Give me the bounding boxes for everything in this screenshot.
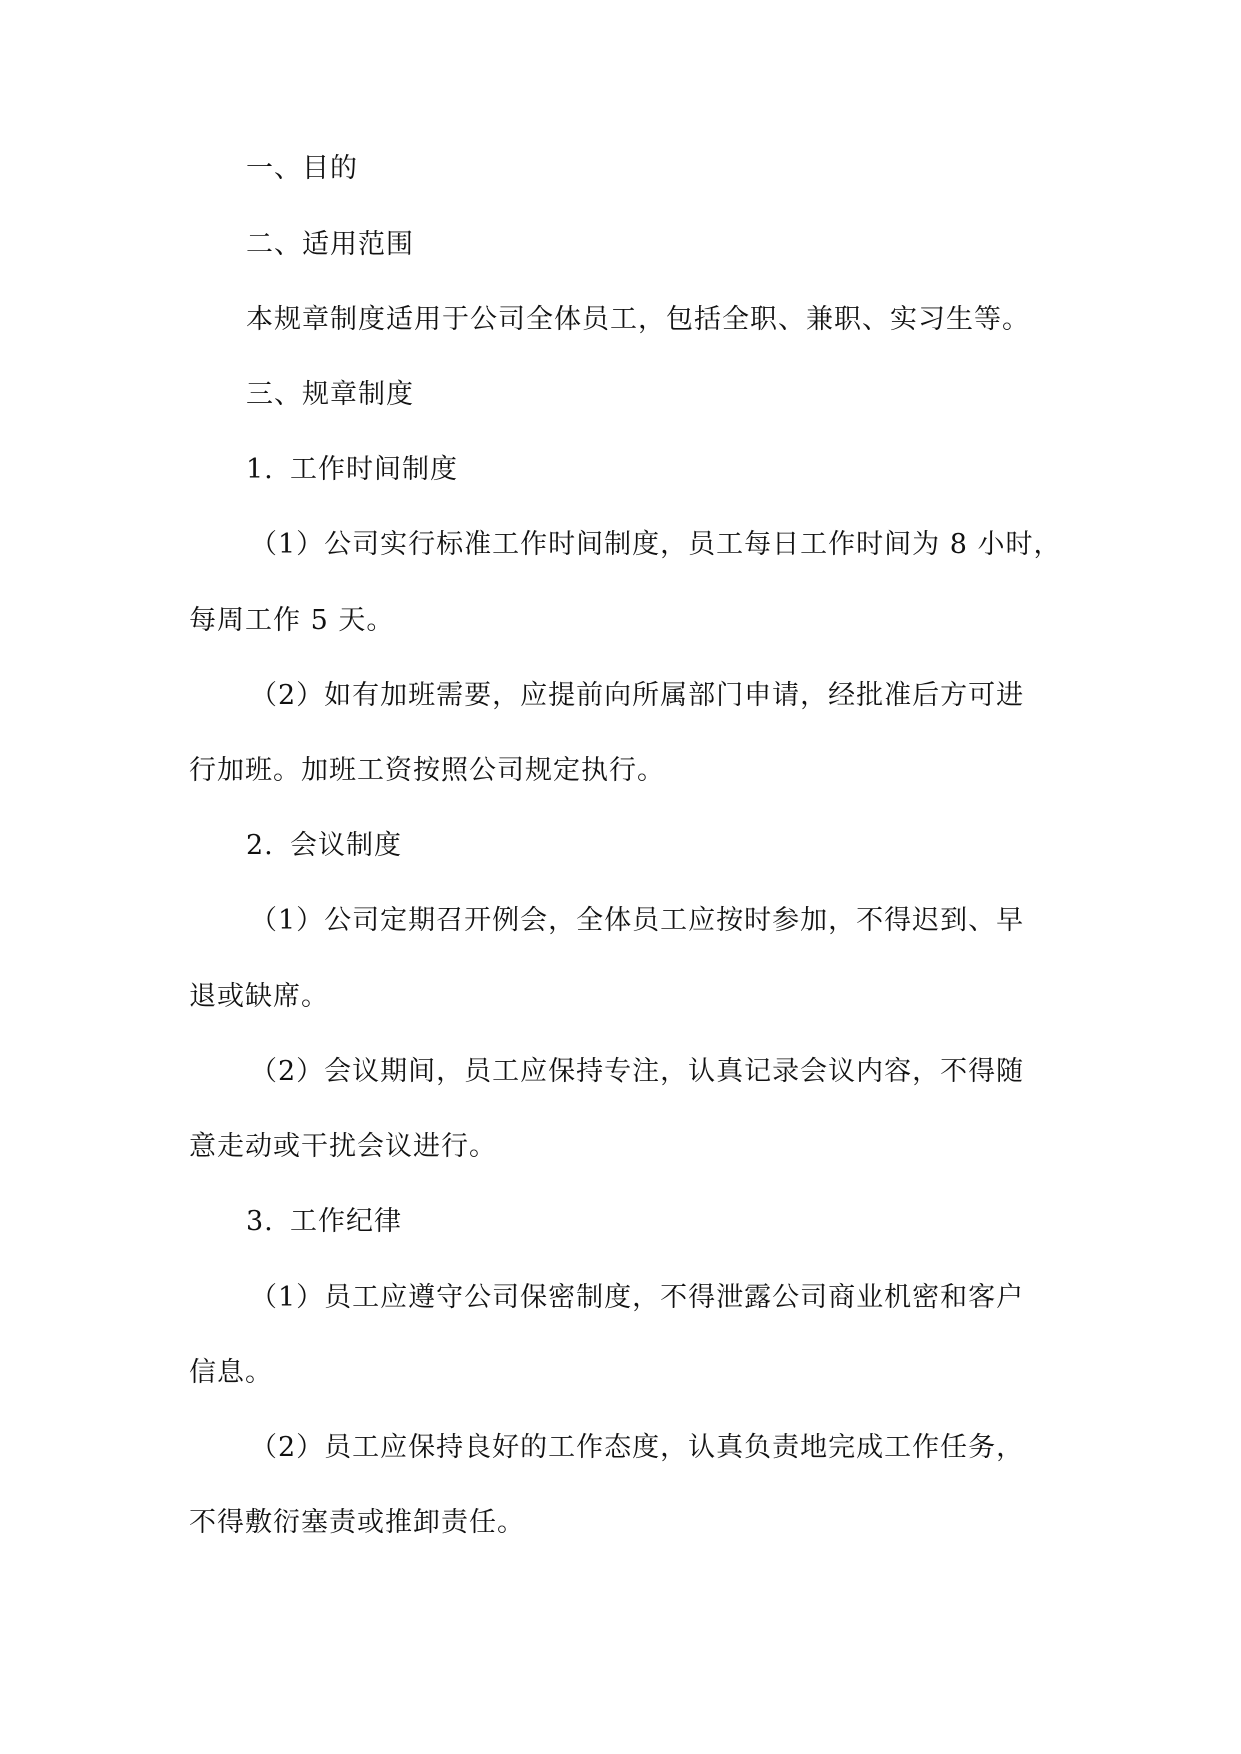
paragraph-line: （2）会议期间，员工应保持专注，认真记录会议内容，不得随 (250, 1056, 1025, 1087)
item-heading-discipline (246, 1205, 402, 1239)
item-heading-meetings (246, 829, 402, 863)
scope-paragraph: 本规章制度适用于公司全体员工，包括全职、兼职、实习生等。 (246, 304, 1030, 335)
item-number: 3. (246, 1206, 274, 1237)
item-title: 会议制度 (290, 830, 402, 861)
paragraph-line: （1）公司定期召开例会，全体员工应按时参加，不得迟到、早 (250, 905, 1025, 936)
paragraph-line: 行加班。加班工资按照公司规定执行。 (189, 755, 665, 786)
item-number: 1. (246, 454, 274, 485)
paragraph-line: 不得敷衍塞责或推卸责任。 (189, 1507, 525, 1538)
paragraph-line: 退或缺席。 (189, 981, 329, 1012)
item-title: 工作纪律 (290, 1206, 402, 1237)
section-heading-rules: 三、规章制度 (246, 379, 414, 410)
paragraph-line: （2）如有加班需要，应提前向所属部门申请，经批准后方可进 (250, 680, 1025, 711)
paragraph-line: （1）员工应遵守公司保密制度，不得泄露公司商业机密和客户 (250, 1282, 1025, 1313)
section-heading-scope: 二、适用范围 (246, 229, 414, 260)
item-title: 工作时间制度 (290, 454, 458, 485)
section-heading-purpose: 一、目的 (246, 153, 358, 184)
paragraph-line: 每周工作 5 天。 (189, 605, 395, 636)
paragraph-line: 意走动或干扰会议进行。 (189, 1131, 497, 1162)
paragraph-line: 信息。 (189, 1357, 273, 1388)
item-heading-work-hours (246, 453, 458, 487)
paragraph-line: （1）公司实行标准工作时间制度，员工每日工作时间为 8 小时， (250, 529, 1062, 560)
paragraph-line: （2）员工应保持良好的工作态度，认真负责地完成工作任务， (250, 1432, 1025, 1463)
item-number: 2. (246, 830, 274, 861)
